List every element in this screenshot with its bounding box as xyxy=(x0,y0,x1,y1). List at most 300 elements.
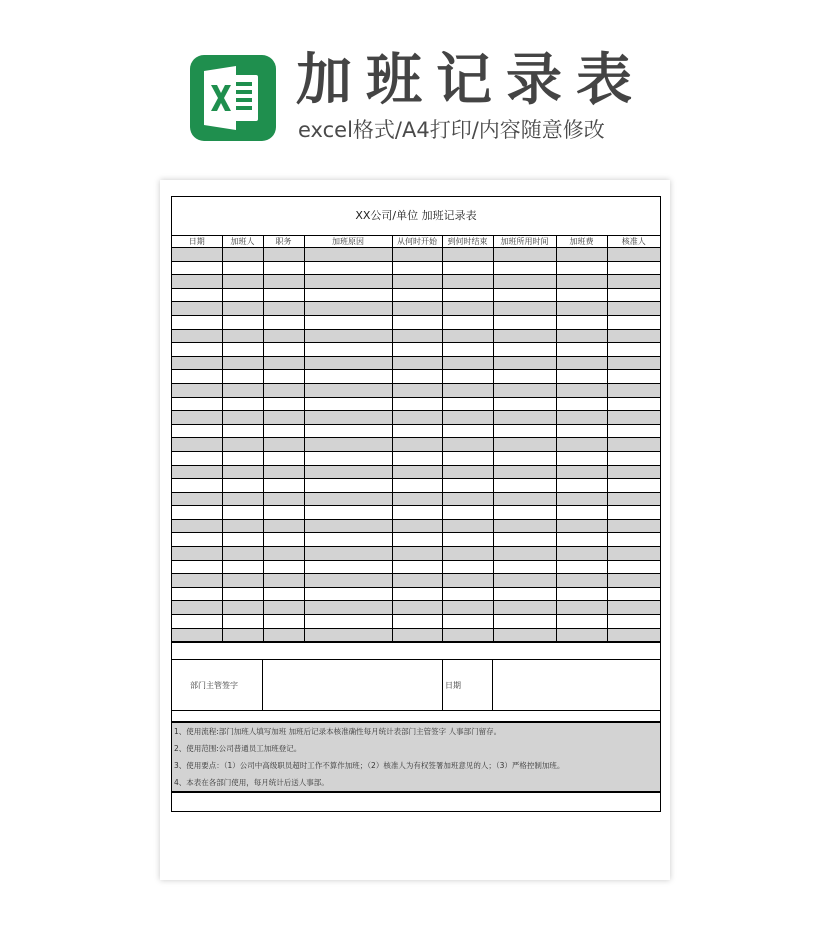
table-cell[interactable] xyxy=(172,587,222,601)
table-cell[interactable] xyxy=(222,343,263,357)
table-cell[interactable] xyxy=(392,465,442,479)
table-cell[interactable] xyxy=(222,411,263,425)
table-cell[interactable] xyxy=(392,506,442,520)
table-cell[interactable] xyxy=(493,560,556,574)
table-cell[interactable] xyxy=(222,479,263,493)
table-cell[interactable] xyxy=(304,615,392,629)
table-row xyxy=(172,356,660,370)
table-cell[interactable] xyxy=(607,411,660,425)
table-cell[interactable] xyxy=(172,261,222,275)
table-cell[interactable] xyxy=(442,329,493,343)
manager-signature-field[interactable] xyxy=(263,660,443,710)
table-cell[interactable] xyxy=(172,560,222,574)
table-cell[interactable] xyxy=(304,560,392,574)
table-cell[interactable] xyxy=(556,261,607,275)
table-cell[interactable] xyxy=(493,315,556,329)
table-cell[interactable] xyxy=(556,424,607,438)
table-cell[interactable] xyxy=(263,587,304,601)
table-cell[interactable] xyxy=(392,288,442,302)
table-cell[interactable] xyxy=(493,370,556,384)
table-cell[interactable] xyxy=(263,560,304,574)
table-cell[interactable] xyxy=(442,411,493,425)
table-cell[interactable] xyxy=(607,261,660,275)
table-cell[interactable] xyxy=(392,451,442,465)
date-label: 日期 xyxy=(443,660,493,710)
table-cell[interactable] xyxy=(556,601,607,615)
table-cell[interactable] xyxy=(222,329,263,343)
table-cell[interactable] xyxy=(222,302,263,316)
table-cell[interactable] xyxy=(556,275,607,289)
table-cell[interactable] xyxy=(222,628,263,642)
table-cell[interactable] xyxy=(556,438,607,452)
table-cell[interactable] xyxy=(172,424,222,438)
table-cell[interactable] xyxy=(442,492,493,506)
table-cell[interactable] xyxy=(493,343,556,357)
table-cell[interactable] xyxy=(392,275,442,289)
table-cell[interactable] xyxy=(222,492,263,506)
table-cell[interactable] xyxy=(304,261,392,275)
table-cell[interactable] xyxy=(263,370,304,384)
table-body xyxy=(172,248,660,642)
table-cell[interactable] xyxy=(392,383,442,397)
table-cell[interactable] xyxy=(607,479,660,493)
table-cell[interactable] xyxy=(556,329,607,343)
table-cell[interactable] xyxy=(222,560,263,574)
table-cell[interactable] xyxy=(442,302,493,316)
table-cell[interactable] xyxy=(442,275,493,289)
table-cell[interactable] xyxy=(493,615,556,629)
table-cell[interactable] xyxy=(304,547,392,561)
table-cell[interactable] xyxy=(263,615,304,629)
table-cell[interactable] xyxy=(442,601,493,615)
table-cell[interactable] xyxy=(304,275,392,289)
table-row xyxy=(172,628,660,642)
table-row xyxy=(172,302,660,316)
table-cell[interactable] xyxy=(263,261,304,275)
table-row xyxy=(172,574,660,588)
table-cell[interactable] xyxy=(392,356,442,370)
table-cell[interactable] xyxy=(392,343,442,357)
table-row xyxy=(172,587,660,601)
table-cell[interactable] xyxy=(442,451,493,465)
table-cell[interactable] xyxy=(222,547,263,561)
table-cell[interactable] xyxy=(263,547,304,561)
table-cell[interactable] xyxy=(493,451,556,465)
table-cell[interactable] xyxy=(442,574,493,588)
table-cell[interactable] xyxy=(304,465,392,479)
table-cell[interactable] xyxy=(442,438,493,452)
table-row xyxy=(172,343,660,357)
column-header-duration: 加班所用时间 xyxy=(493,236,556,248)
table-cell[interactable] xyxy=(442,261,493,275)
table-cell[interactable] xyxy=(493,302,556,316)
table-cell[interactable] xyxy=(607,506,660,520)
table-cell[interactable] xyxy=(304,628,392,642)
table-cell[interactable] xyxy=(392,424,442,438)
table-cell[interactable] xyxy=(607,601,660,615)
column-header-person: 加班人 xyxy=(222,236,263,248)
table-cell[interactable] xyxy=(263,533,304,547)
table-cell[interactable] xyxy=(222,248,263,262)
table-cell[interactable] xyxy=(442,547,493,561)
table-cell[interactable] xyxy=(442,628,493,642)
table-cell[interactable] xyxy=(222,519,263,533)
table-cell[interactable] xyxy=(442,248,493,262)
table-cell[interactable] xyxy=(172,574,222,588)
table-row xyxy=(172,465,660,479)
table-cell[interactable] xyxy=(392,547,442,561)
table-cell[interactable] xyxy=(442,533,493,547)
table-cell[interactable] xyxy=(493,288,556,302)
table-cell[interactable] xyxy=(304,451,392,465)
table-row xyxy=(172,329,660,343)
signature-row xyxy=(172,660,660,711)
table-row xyxy=(172,411,660,425)
table-cell[interactable] xyxy=(556,628,607,642)
table-cell[interactable] xyxy=(556,519,607,533)
table-cell[interactable] xyxy=(222,615,263,629)
table-cell[interactable] xyxy=(263,506,304,520)
table-cell[interactable] xyxy=(442,356,493,370)
table-cell[interactable] xyxy=(222,506,263,520)
table-cell[interactable] xyxy=(222,370,263,384)
table-cell[interactable] xyxy=(222,261,263,275)
table-cell[interactable] xyxy=(304,383,392,397)
table-cell[interactable] xyxy=(172,383,222,397)
table-row xyxy=(172,451,660,465)
table-cell[interactable] xyxy=(493,587,556,601)
table-cell[interactable] xyxy=(607,248,660,262)
table-cell[interactable] xyxy=(304,302,392,316)
table-cell[interactable] xyxy=(304,519,392,533)
table-row xyxy=(172,479,660,493)
column-header-start: 从何时开始 xyxy=(392,236,442,248)
table-cell[interactable] xyxy=(442,383,493,397)
table-cell[interactable] xyxy=(607,628,660,642)
table-cell[interactable] xyxy=(172,438,222,452)
table-cell[interactable] xyxy=(263,315,304,329)
table-cell[interactable] xyxy=(172,465,222,479)
table-cell[interactable] xyxy=(222,315,263,329)
table-cell[interactable] xyxy=(493,329,556,343)
table-cell[interactable] xyxy=(442,397,493,411)
table-cell[interactable] xyxy=(304,506,392,520)
table-cell[interactable] xyxy=(172,288,222,302)
table-cell[interactable] xyxy=(263,451,304,465)
table-cell[interactable] xyxy=(304,479,392,493)
table-cell[interactable] xyxy=(263,248,304,262)
table-cell[interactable] xyxy=(222,397,263,411)
table-cell[interactable] xyxy=(392,533,442,547)
table-cell[interactable] xyxy=(263,424,304,438)
table-cell[interactable] xyxy=(556,615,607,629)
table-cell[interactable] xyxy=(263,356,304,370)
table-cell[interactable] xyxy=(172,519,222,533)
spacer-row xyxy=(172,711,660,723)
table-cell[interactable] xyxy=(493,479,556,493)
table-cell[interactable] xyxy=(556,370,607,384)
table-cell[interactable] xyxy=(304,601,392,615)
table-cell[interactable] xyxy=(304,424,392,438)
note-item: 1、使用流程:部门加班人填写加班 加班后记录本核准确性每月统计表部门主管签字 人事部门留存。 xyxy=(174,727,502,737)
table-cell[interactable] xyxy=(263,275,304,289)
note-item: 3、使用要点：（1）公司中高级职员超时工作不算作加班；（2）核准人为有权签署加班意见的人；（3）严格控制加班。 xyxy=(174,761,565,771)
table-cell[interactable] xyxy=(172,248,222,262)
table-cell[interactable] xyxy=(392,615,442,629)
table-cell[interactable] xyxy=(607,288,660,302)
notes-section xyxy=(172,723,660,793)
table-cell[interactable] xyxy=(607,533,660,547)
table-cell[interactable] xyxy=(222,275,263,289)
table-cell[interactable] xyxy=(607,574,660,588)
table-cell[interactable] xyxy=(392,248,442,262)
table-cell[interactable] xyxy=(493,533,556,547)
table-cell[interactable] xyxy=(493,574,556,588)
table-cell[interactable] xyxy=(222,601,263,615)
table-cell[interactable] xyxy=(493,601,556,615)
table-cell[interactable] xyxy=(493,506,556,520)
table-cell[interactable] xyxy=(172,492,222,506)
table-cell[interactable] xyxy=(304,587,392,601)
table-cell[interactable] xyxy=(263,465,304,479)
table-cell[interactable] xyxy=(392,574,442,588)
table-cell[interactable] xyxy=(607,465,660,479)
table-cell[interactable] xyxy=(304,356,392,370)
table-cell[interactable] xyxy=(172,628,222,642)
table-cell[interactable] xyxy=(222,288,263,302)
table-cell[interactable] xyxy=(493,492,556,506)
blank-row xyxy=(172,642,660,660)
table-cell[interactable] xyxy=(556,465,607,479)
table-cell[interactable] xyxy=(442,615,493,629)
table-cell[interactable] xyxy=(493,411,556,425)
table-cell[interactable] xyxy=(304,370,392,384)
table-cell[interactable] xyxy=(392,370,442,384)
table-cell[interactable] xyxy=(172,451,222,465)
table-cell[interactable] xyxy=(172,302,222,316)
table-cell[interactable] xyxy=(222,438,263,452)
table-cell[interactable] xyxy=(556,288,607,302)
table-row xyxy=(172,397,660,411)
table-cell[interactable] xyxy=(607,315,660,329)
table-cell[interactable] xyxy=(556,411,607,425)
table-cell[interactable] xyxy=(392,302,442,316)
table-row xyxy=(172,615,660,629)
table-cell[interactable] xyxy=(263,397,304,411)
table-cell[interactable] xyxy=(263,302,304,316)
table-cell[interactable] xyxy=(607,587,660,601)
table-cell[interactable] xyxy=(607,451,660,465)
table-cell[interactable] xyxy=(556,506,607,520)
table-cell[interactable] xyxy=(392,329,442,343)
table-cell[interactable] xyxy=(556,574,607,588)
table-cell[interactable] xyxy=(442,343,493,357)
table-cell[interactable] xyxy=(607,343,660,357)
table-cell[interactable] xyxy=(607,438,660,452)
table-cell[interactable] xyxy=(556,451,607,465)
table-cell[interactable] xyxy=(263,343,304,357)
table-row xyxy=(172,438,660,452)
table-cell[interactable] xyxy=(172,533,222,547)
table-cell[interactable] xyxy=(263,383,304,397)
table-cell[interactable] xyxy=(556,397,607,411)
table-cell[interactable] xyxy=(556,547,607,561)
table-cell[interactable] xyxy=(172,275,222,289)
table-cell[interactable] xyxy=(222,574,263,588)
table-cell[interactable] xyxy=(607,397,660,411)
column-header-end: 到何时结束 xyxy=(442,236,493,248)
table-cell[interactable] xyxy=(607,275,660,289)
table-cell[interactable] xyxy=(392,628,442,642)
table-cell[interactable] xyxy=(392,560,442,574)
table-cell[interactable] xyxy=(222,465,263,479)
table-cell[interactable] xyxy=(263,329,304,343)
table-cell[interactable] xyxy=(442,506,493,520)
table-cell[interactable] xyxy=(392,438,442,452)
table-cell[interactable] xyxy=(304,343,392,357)
table-row xyxy=(172,492,660,506)
table-cell[interactable] xyxy=(172,370,222,384)
table-cell[interactable] xyxy=(263,519,304,533)
table-cell[interactable] xyxy=(222,587,263,601)
table-cell[interactable] xyxy=(556,315,607,329)
table-cell[interactable] xyxy=(392,315,442,329)
table-cell[interactable] xyxy=(493,547,556,561)
table-cell[interactable] xyxy=(263,411,304,425)
table-row xyxy=(172,519,660,533)
table-cell[interactable] xyxy=(172,356,222,370)
table-cell[interactable] xyxy=(222,356,263,370)
table-cell[interactable] xyxy=(304,329,392,343)
table-cell[interactable] xyxy=(607,383,660,397)
table-cell[interactable] xyxy=(172,601,222,615)
table-cell[interactable] xyxy=(222,451,263,465)
table-cell[interactable] xyxy=(172,343,222,357)
table-cell[interactable] xyxy=(493,438,556,452)
table-cell[interactable] xyxy=(392,587,442,601)
column-header-approver: 核准人 xyxy=(607,236,660,248)
table-cell[interactable] xyxy=(493,519,556,533)
table-cell[interactable] xyxy=(392,261,442,275)
table-cell[interactable] xyxy=(392,519,442,533)
sheet-preview xyxy=(160,180,670,880)
table-cell[interactable] xyxy=(607,519,660,533)
table-cell[interactable] xyxy=(493,628,556,642)
table-row xyxy=(172,315,660,329)
table-cell[interactable] xyxy=(172,315,222,329)
form-title: XX公司/单位 加班记录表 xyxy=(172,197,660,236)
table-cell[interactable] xyxy=(607,424,660,438)
table-cell[interactable] xyxy=(607,560,660,574)
table-cell[interactable] xyxy=(493,424,556,438)
table-cell[interactable] xyxy=(556,383,607,397)
table-cell[interactable] xyxy=(304,533,392,547)
table-cell[interactable] xyxy=(442,479,493,493)
table-cell[interactable] xyxy=(222,533,263,547)
table-cell[interactable] xyxy=(442,288,493,302)
table-cell[interactable] xyxy=(442,370,493,384)
table-cell[interactable] xyxy=(556,533,607,547)
table-cell[interactable] xyxy=(172,411,222,425)
table-cell[interactable] xyxy=(607,329,660,343)
table-cell[interactable] xyxy=(392,411,442,425)
table-cell[interactable] xyxy=(442,465,493,479)
table-cell[interactable] xyxy=(556,479,607,493)
table-cell[interactable] xyxy=(442,315,493,329)
column-header-reason: 加班原因 xyxy=(304,236,392,248)
table-cell[interactable] xyxy=(556,492,607,506)
table-cell[interactable] xyxy=(392,397,442,411)
table-cell[interactable] xyxy=(263,288,304,302)
table-cell[interactable] xyxy=(607,615,660,629)
table-cell[interactable] xyxy=(263,438,304,452)
column-header-position: 职务 xyxy=(263,236,304,248)
table-cell[interactable] xyxy=(263,601,304,615)
table-row xyxy=(172,288,660,302)
table-cell[interactable] xyxy=(493,356,556,370)
table-cell[interactable] xyxy=(172,329,222,343)
table-cell[interactable] xyxy=(392,492,442,506)
table-cell[interactable] xyxy=(493,261,556,275)
table-cell[interactable] xyxy=(556,248,607,262)
table-cell[interactable] xyxy=(392,601,442,615)
table-cell[interactable] xyxy=(493,248,556,262)
table-cell[interactable] xyxy=(304,288,392,302)
table-cell[interactable] xyxy=(556,587,607,601)
table-cell[interactable] xyxy=(556,356,607,370)
table-cell[interactable] xyxy=(607,356,660,370)
table-cell[interactable] xyxy=(172,615,222,629)
table-cell[interactable] xyxy=(263,628,304,642)
table-cell[interactable] xyxy=(304,574,392,588)
table-cell[interactable] xyxy=(493,275,556,289)
table-cell[interactable] xyxy=(304,248,392,262)
table-cell[interactable] xyxy=(172,479,222,493)
table-cell[interactable] xyxy=(172,547,222,561)
table-cell[interactable] xyxy=(222,383,263,397)
table-cell[interactable] xyxy=(392,479,442,493)
table-cell[interactable] xyxy=(304,397,392,411)
table-cell[interactable] xyxy=(607,547,660,561)
note-item: 2、使用范围:公司普通员工加班登记。 xyxy=(174,744,302,754)
table-cell[interactable] xyxy=(304,315,392,329)
table-cell[interactable] xyxy=(442,560,493,574)
table-cell[interactable] xyxy=(556,560,607,574)
table-cell[interactable] xyxy=(442,587,493,601)
table-cell[interactable] xyxy=(442,519,493,533)
table-cell[interactable] xyxy=(607,302,660,316)
table-cell[interactable] xyxy=(607,492,660,506)
table-cell[interactable] xyxy=(607,370,660,384)
table-cell[interactable] xyxy=(493,465,556,479)
table-cell[interactable] xyxy=(442,424,493,438)
date-field[interactable] xyxy=(493,660,660,710)
table-cell[interactable] xyxy=(263,479,304,493)
table-cell[interactable] xyxy=(304,438,392,452)
table-cell[interactable] xyxy=(172,506,222,520)
table-cell[interactable] xyxy=(172,397,222,411)
table-row xyxy=(172,248,660,262)
table-cell[interactable] xyxy=(222,424,263,438)
table-cell[interactable] xyxy=(493,383,556,397)
table-cell[interactable] xyxy=(493,397,556,411)
table-cell[interactable] xyxy=(304,411,392,425)
table-cell[interactable] xyxy=(556,343,607,357)
table-cell[interactable] xyxy=(263,492,304,506)
table-cell[interactable] xyxy=(304,492,392,506)
table-cell[interactable] xyxy=(556,302,607,316)
table-cell[interactable] xyxy=(263,574,304,588)
